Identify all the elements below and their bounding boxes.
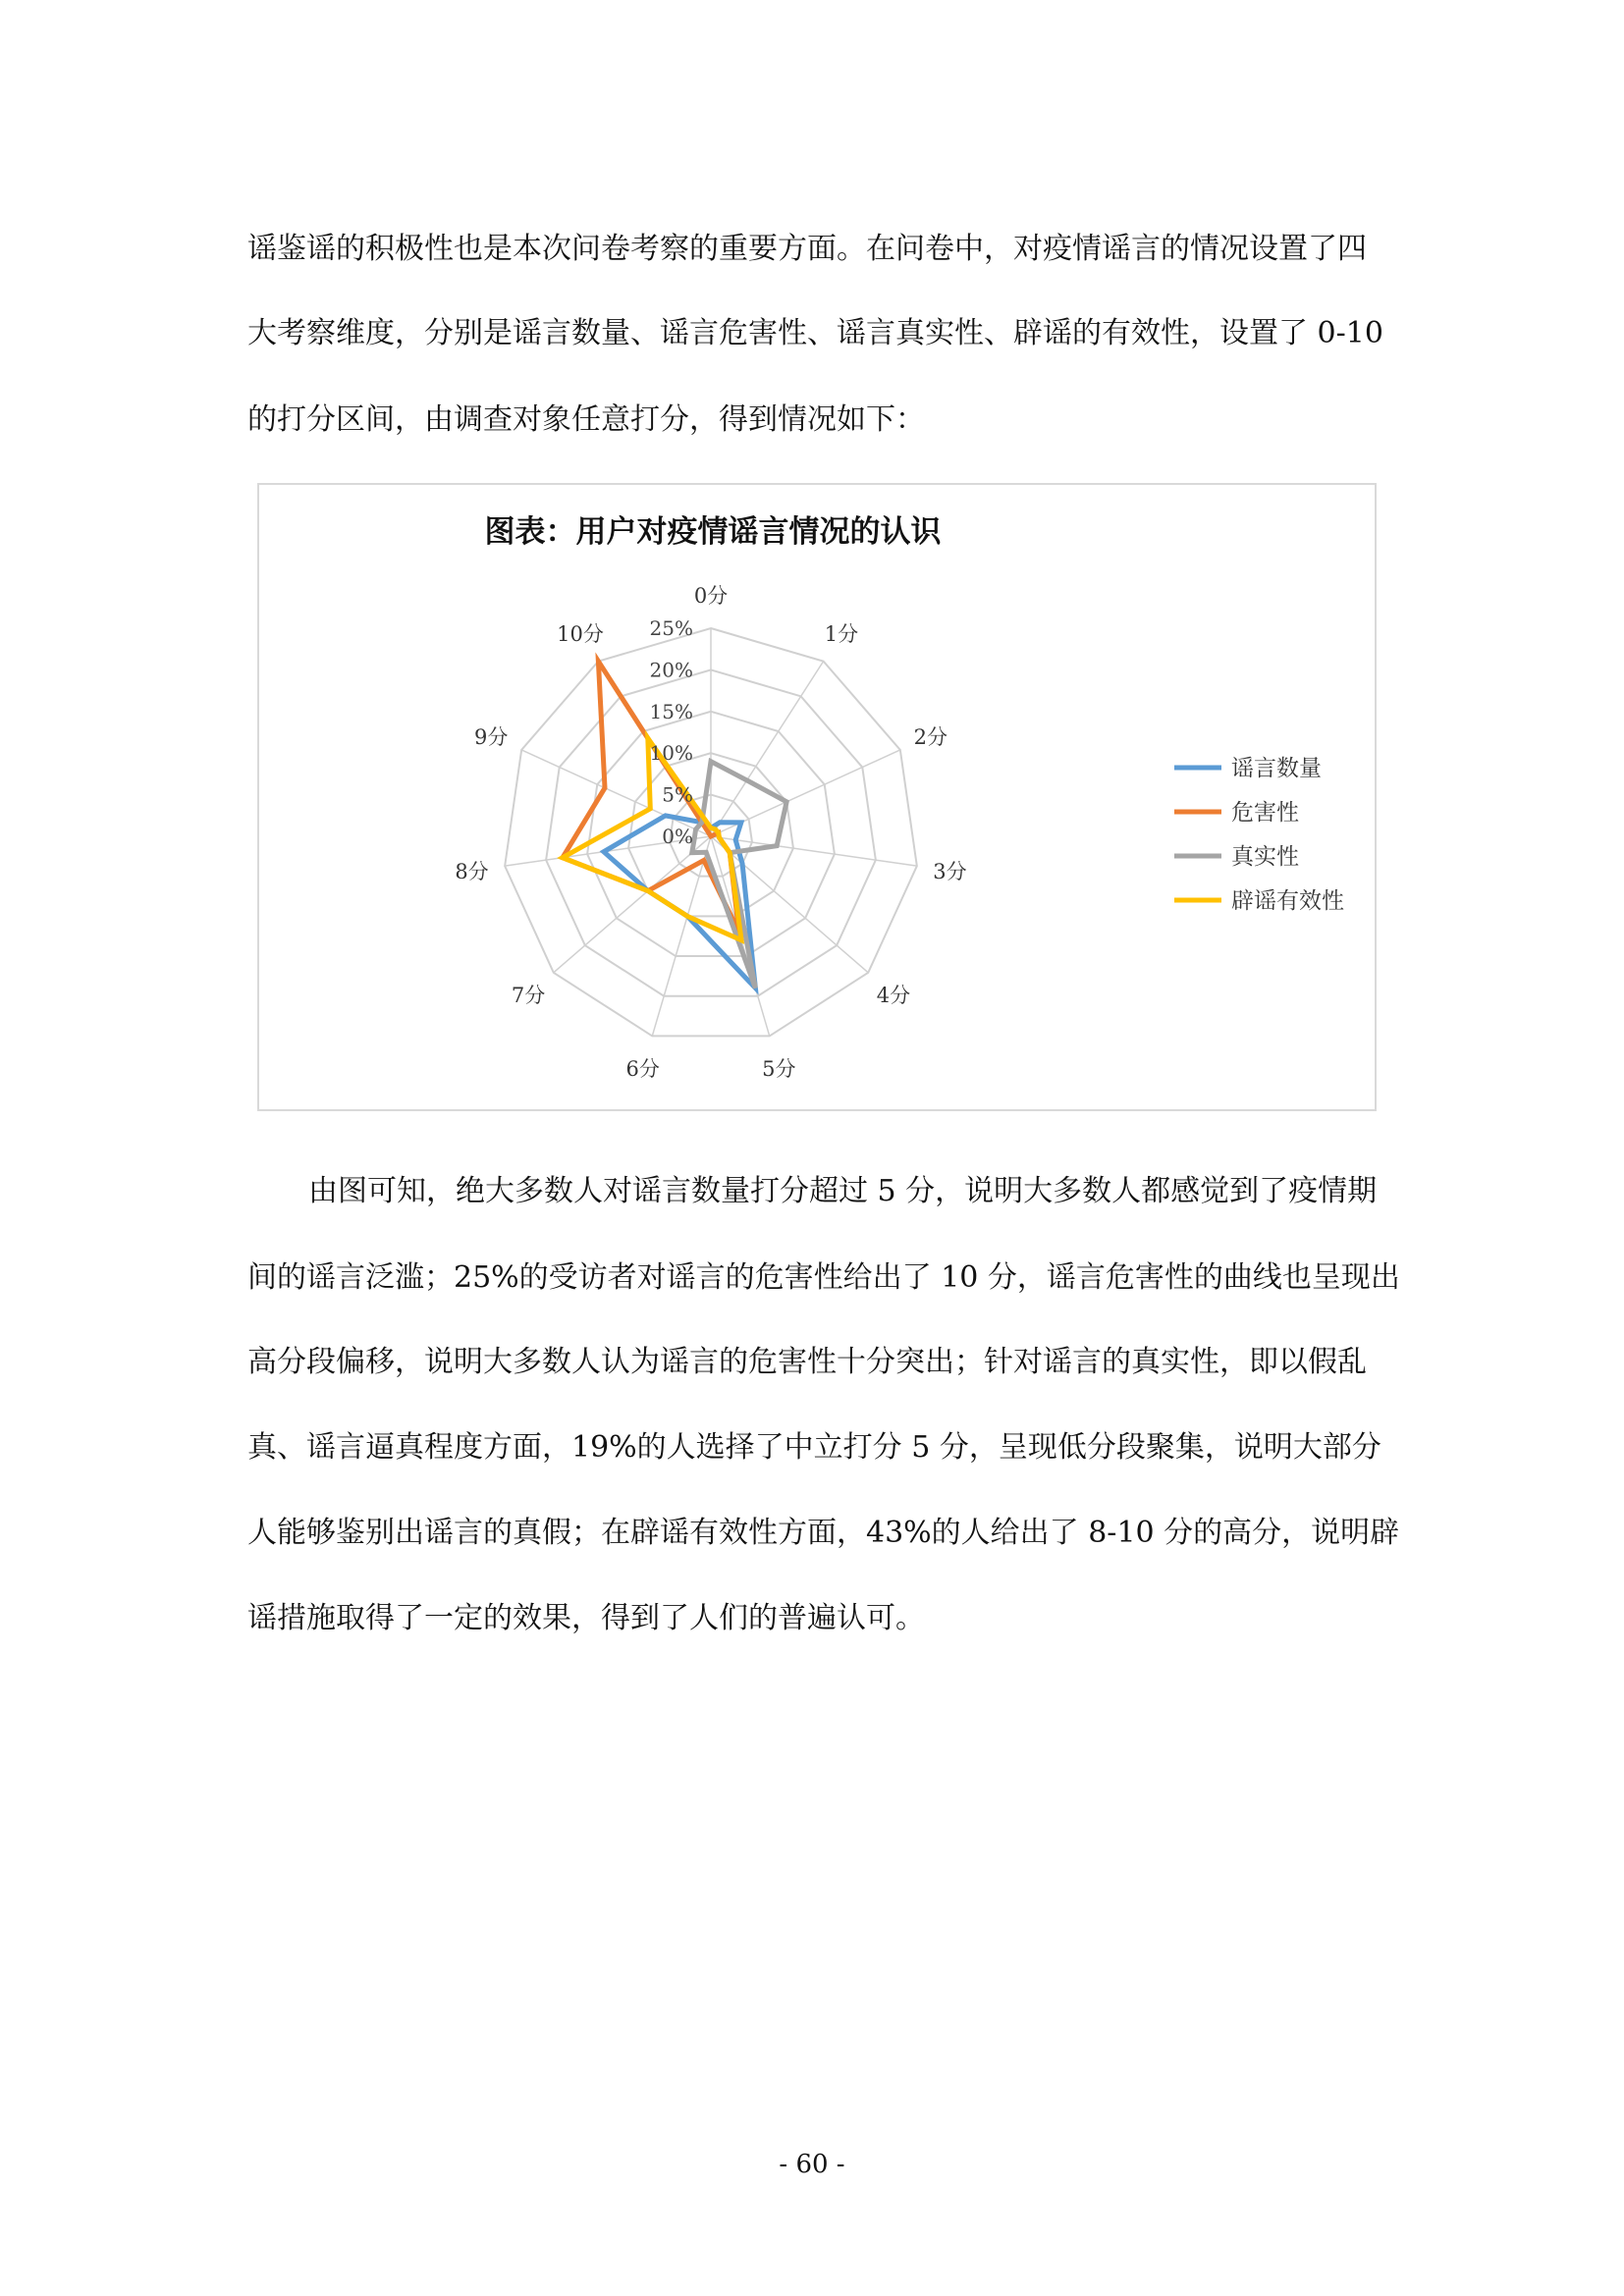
legend-label: 危害性 xyxy=(1231,800,1299,826)
axis-label: 6分 xyxy=(625,1057,660,1082)
page-number: - 60 - xyxy=(779,2150,845,2179)
text-line: 大考察维度，分别是谣言数量、谣言危害性、谣言真实性、辟谣的有效性，设置了 0-10 xyxy=(247,316,1383,350)
text-line: 由图可知，绝大多数人对谣言数量打分超过 5 分，说明大多数人都感觉到了疫情期 xyxy=(308,1174,1378,1208)
axis-label: 0分 xyxy=(693,584,729,608)
series-line xyxy=(692,762,786,988)
axis-label: 5分 xyxy=(762,1057,796,1082)
radial-tick-label: 15% xyxy=(649,699,693,723)
text-line: 真、谣言逼真程度方面，19%的人选择了中立打分 5 分，呈现低分段聚集，说明大部分 xyxy=(247,1430,1381,1465)
radial-tick-label: 20% xyxy=(649,658,693,682)
radial-tick-label: 10% xyxy=(649,741,693,766)
axis-label: 7分 xyxy=(511,984,546,1008)
radial-tick-label: 5% xyxy=(662,782,693,807)
axis-label: 2分 xyxy=(913,724,947,749)
text-line: 人能够鉴别出谣言的真假；在辟谣有效性方面，43%的人给出了 8-10 分的高分，说明辟 xyxy=(247,1516,1400,1550)
grid-spoke xyxy=(652,836,711,1036)
legend-label: 真实性 xyxy=(1231,844,1299,870)
legend-label: 谣言数量 xyxy=(1231,756,1322,781)
text-line: 谣措施取得了一定的效果，得到了人们的普遍认可。 xyxy=(247,1601,925,1635)
radial-tick-label: 0% xyxy=(662,825,693,848)
axis-label: 9分 xyxy=(474,724,509,749)
radial-tick-label: 25% xyxy=(649,616,693,640)
text-line: 谣鉴谣的积极性也是本次问卷考察的重要方面。在问卷中，对疫情谣言的情况设置了四 xyxy=(247,232,1367,266)
radar-chart xyxy=(257,483,1377,1111)
axis-label: 4分 xyxy=(876,984,911,1008)
axis-label: 1分 xyxy=(824,622,859,647)
legend-label: 辟谣有效性 xyxy=(1231,888,1344,914)
chart-legend xyxy=(1174,756,1344,914)
text-line: 高分段偏移，说明大多数人认为谣言的危害性十分突出；针对谣言的真实性，即以假乱 xyxy=(247,1345,1367,1379)
axis-label: 10分 xyxy=(557,622,604,647)
text-line: 的打分区间，由调查对象任意打分，得到情况如下： xyxy=(247,402,925,437)
text-line: 间的谣言泛滥；25%的受访者对谣言的危害性给出了 10 分，谣言危害性的曲线也呈现出 xyxy=(247,1260,1400,1295)
axis-label: 8分 xyxy=(455,860,489,884)
chart-title: 图表：用户对疫情谣言情况的认识 xyxy=(484,514,942,550)
axis-label: 3分 xyxy=(933,860,967,884)
